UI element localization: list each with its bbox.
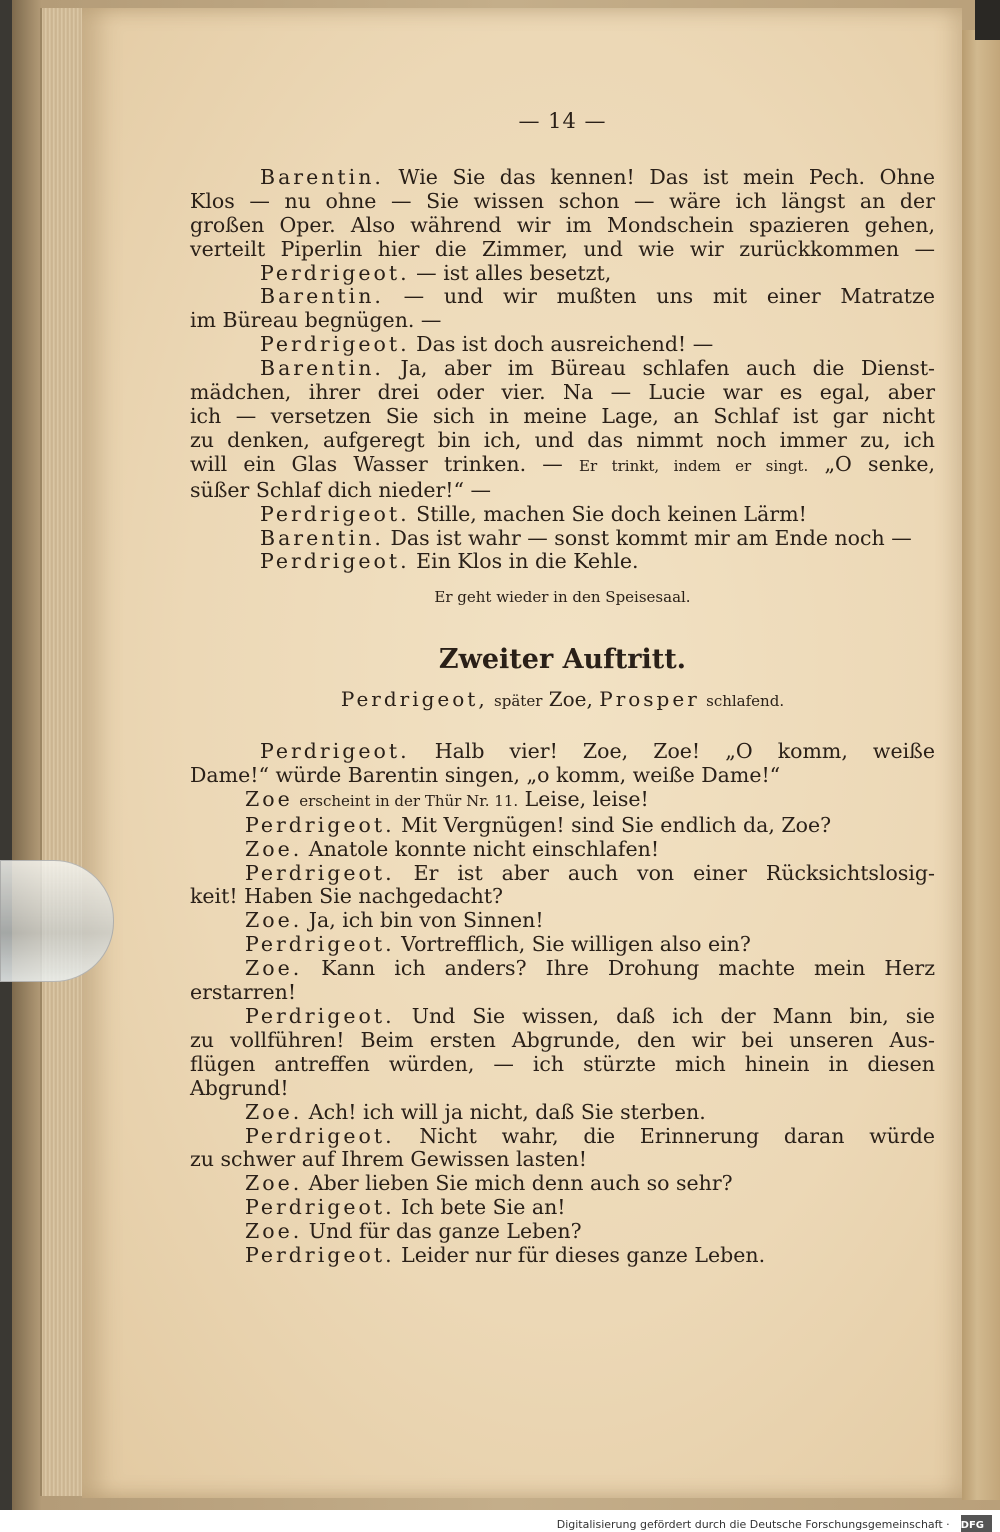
text-line: Perdrigeot. Halb vier! Zoe, Zoe! „O komm, weiße	[260, 739, 935, 764]
text-line: zu denken, aufgeregt bin ich, und das nimmt noch immer zu, ich	[190, 427, 935, 452]
text-line: Barentin. Das ist wahr — sonst kommt mir am Ende noch —	[260, 525, 912, 550]
text-line: Klos — nu ohne — Sie wissen schon — wäre ich längst an der	[190, 188, 935, 213]
text-line: Barentin. Wie Sie das kennen! Das ist mein Pech. Ohne	[260, 164, 935, 189]
text-line: Perdrigeot. Mit Vergnügen! sind Sie endlich da, Zoe?	[245, 812, 832, 837]
text-line: Perdrigeot. Stille, machen Sie doch keinen Lärm!	[260, 501, 807, 526]
page-clip	[0, 860, 114, 982]
text-line: Zoe. Ach! ich will ja nicht, daß Sie sterben.	[245, 1099, 706, 1124]
text-line: verteilt Piperlin hier die Zimmer, und wie wir zurückkommen —	[190, 236, 935, 261]
text-line: zu schwer auf Ihrem Gewissen lasten!	[190, 1147, 588, 1172]
text-line: Barentin. — und wir mußten uns mit einer Matratze	[260, 284, 935, 309]
funding-notice: Digitalisierung gefördert durch die Deutsche Forschungsgemeinschaft ·	[556, 1518, 950, 1531]
page-number: — 14 —	[518, 109, 607, 133]
text-line: Perdrigeot. Vortrefflich, Sie willigen also ein?	[245, 932, 751, 957]
scene-heading: Zweiter Auftritt.	[438, 644, 687, 676]
text-line: mädchen, ihrer drei oder vier. Na — Lucie war es egal, aber	[190, 380, 935, 405]
text-line: Barentin. Ja, aber im Büreau schlafen auch die Dienst-	[260, 356, 935, 381]
text-line: zu vollführen! Beim ersten Abgrunde, den wir bei unseren Aus-	[190, 1027, 935, 1052]
text-line: Zoe. Kann ich anders? Ihre Drohung machte mein Herz	[245, 956, 935, 981]
stage-direction: Er trinkt, indem er singt.	[579, 456, 809, 475]
text-line: Abgrund!	[190, 1075, 289, 1100]
text-line: Perdrigeot. Nicht wahr, die Erinnerung daran würde	[245, 1123, 935, 1148]
text-line: Perdrigeot. Und Sie wissen, daß ich der Mann bin, sie	[245, 1004, 935, 1028]
text-line: Dame!“ würde Barentin singen, „o komm, weiße Dame!“	[190, 762, 781, 787]
text-line: im Büreau begnügen. —	[190, 308, 442, 333]
footer-credit	[0, 1510, 1000, 1530]
text-line: Perdrigeot. — ist alles besetzt,	[260, 260, 612, 285]
text-line: keit! Haben Sie nachgedacht?	[190, 884, 504, 909]
text-line: großen Oper. Also während wir im Mondschein spazieren gehen,	[190, 212, 935, 237]
background-corner	[975, 0, 1000, 40]
text-line: Perdrigeot. Ein Klos in die Kehle.	[260, 549, 639, 574]
text-line: will ein Glas Wasser trinken. — Er trinkt, indem er singt. „O senke,	[190, 451, 935, 476]
page-text	[190, 110, 935, 1268]
text-line: Zoe erscheint in der Thür Nr. 11. Leise, leise!	[245, 786, 649, 811]
stage-direction: erscheint in der Thür Nr. 11.	[299, 791, 519, 810]
text-line: Perdrigeot. Ich bete Sie an!	[245, 1195, 566, 1220]
text-line: Perdrigeot. Leider nur für dieses ganze Leben.	[245, 1243, 766, 1268]
stage-direction: Er geht wieder in den Speisesaal.	[434, 588, 691, 607]
text-line: erstarren!	[190, 980, 297, 1005]
text-line: Zoe. Anatole konnte nicht einschlafen!	[245, 836, 660, 861]
text-line: flügen antreffen würden, — ich stürzte mich hinein in diesen	[190, 1051, 935, 1076]
text-line: ich — versetzen Sie sich in meine Lage, an Schlaf ist gar nicht	[190, 403, 935, 428]
text-line: Perdrigeot. Das ist doch ausreichend! —	[260, 332, 714, 357]
text-line: Perdrigeot. Er ist aber auch von einer Rücksichtslosig-	[245, 860, 935, 885]
cover-edge	[962, 30, 1000, 1500]
dfg-logo: DFG	[961, 1515, 992, 1532]
text-line: Zoe. Ja, ich bin von Sinnen!	[245, 908, 544, 933]
text-line: Zoe. Und für das ganze Leben?	[245, 1219, 582, 1244]
text-line: süßer Schlaf dich nieder!“ —	[190, 477, 492, 502]
cast-line: Perdrigeot, später Zoe, Prosper schlafend.	[340, 687, 785, 712]
text-line: Zoe. Aber lieben Sie mich denn auch so sehr?	[245, 1171, 733, 1196]
